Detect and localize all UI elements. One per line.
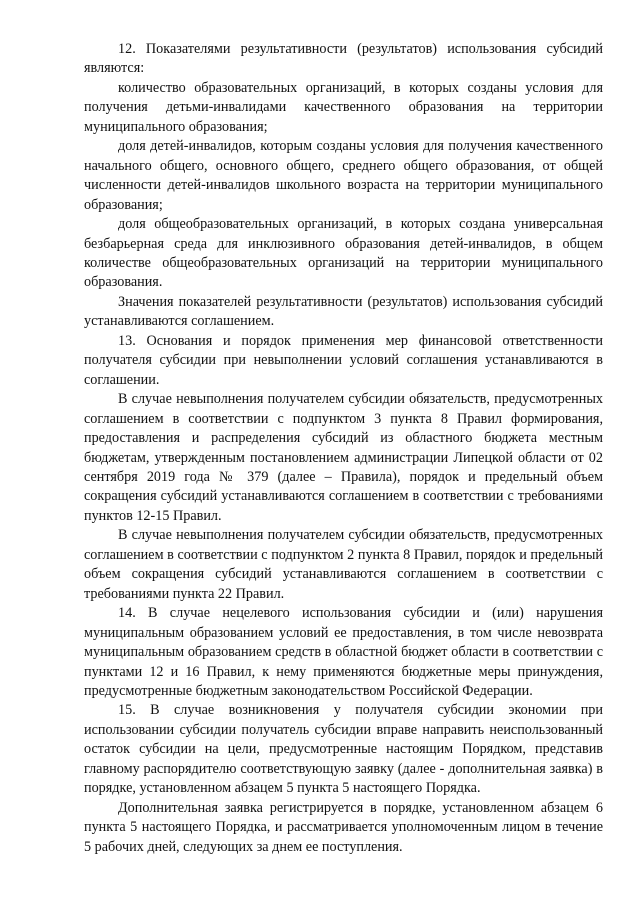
paragraph-indicator-3: доля общеобразовательных организаций, в которых создана универсальная безбарьерная среда для инклюзивного образования детей-инвалидов, в общем количестве общеобразовательных организаций на территории муниципального образования. xyxy=(84,216,603,291)
paragraph-13-case-1: В случае невыполнения получателем субсидии обязательств, предусмотренных соглашением в соответствии с подпунктом 3 пункта 8 Правил формирования, предоставления и распределения субсидий из областного бюджета местным бюджетам, утвержденным постановлением администрации Липецкой области от 02 сентября 2019 года № 379 (далее – Правила), порядок и предельный объем сокращения субсидий устанавливаются соглашением в соответствии с требованиями пунктов 12-15 Правил. xyxy=(84,391,603,524)
paragraph-13: 13. Основания и порядок применения мер финансовой ответственности получателя субсидии при невыполнении условий соглашения устанавливаются в соглашении. xyxy=(84,332,603,388)
paragraph-15: 15. В случае возникновения у получателя субсидии экономии при использовании субсидии получатель субсидии вправе направить неиспользованный остаток субсидии на цели, предусмотренные настоящим Порядком, представив главному распорядителю соответствующую заявку (далее - дополнительная заявка) в порядке, установленном абзацем 5 пункта 5 настоящего Порядка. xyxy=(84,702,603,797)
paragraph-13-case-2: В случае невыполнения получателем субсидии обязательств, предусмотренных соглашением в соответствии с подпунктом 2 пункта 8 Правил, порядок и предельный объем сокращения субсидий устанавливаются соглашением в соответствии с требованиями пункта 22 Правил. xyxy=(84,527,603,602)
paragraph-12-heading: 12. Показателями результативности (результатов) использования субсидий являются: xyxy=(84,41,603,77)
paragraph-indicator-values: Значения показателей результативности (результатов) использования субсидий устанавливаются соглашением. xyxy=(84,293,603,330)
paragraph-indicator-1: количество образовательных организаций, в которых созданы условия для получения детьми-инвалидами качественного образования на территории муниципального образования; xyxy=(84,79,603,135)
paragraph-indicator-2: доля детей-инвалидов, которым созданы условия для получения качественного начального общего, основного общего, среднего общего образования, от общей численности детей-инвалидов школьного возраста на территории муниципального образования; xyxy=(84,138,603,213)
document-page xyxy=(84,40,603,857)
paragraph-additional-application: Дополнительная заявка регистрируется в порядке, установленном абзацем 6 пункта 5 настоящего Порядка, и рассматривается уполномоченным лицом в течение 5 рабочих дней, следующих за днем ее поступления. xyxy=(84,799,603,855)
paragraph-14: 14. В случае нецелевого использования субсидии и (или) нарушения муниципальным образованием условий ее предоставления, в том числе невозврата муниципальным образованием средств в областной бюджет области в соответствии с пунктами 12 и 16 Правил, к нему применяются бюджетные меры принуждения, предусмотренные бюджетным законодательством Российской Федерации. xyxy=(84,605,603,699)
